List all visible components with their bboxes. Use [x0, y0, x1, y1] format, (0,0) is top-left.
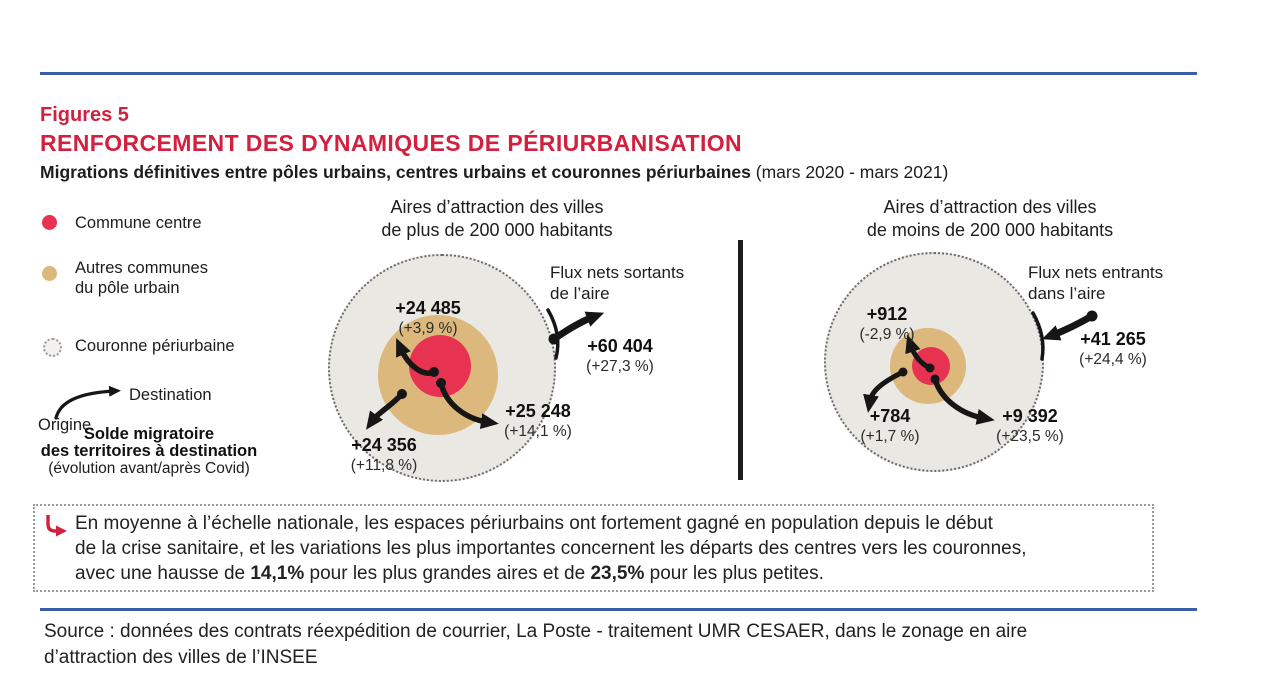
flow-value: +784: [869, 406, 911, 426]
flow-pct: (+27,3 %): [586, 358, 654, 375]
flux-entrant-caption: [1028, 262, 1163, 304]
legend-commune-centre-icon: [42, 215, 57, 230]
flow-arrows-small: [800, 196, 1240, 496]
source-text: [44, 619, 1144, 671]
legend-autres-communes-line1: Autres communes: [75, 259, 208, 277]
flow-value: +9 392: [1002, 406, 1058, 426]
summary-note-text: [75, 511, 1137, 586]
note-line2: de la crise sanitaire, et les variations les plus importantes concernent les départs des centres vers les couronnes,: [75, 538, 1027, 559]
source-line2: d’attraction des villes de l’INSEE: [44, 647, 318, 668]
figure-title: RENFORCEMENT DES DYNAMIQUES DE PÉRIURBANISATION: [40, 130, 743, 156]
top-rule: [40, 72, 1197, 75]
note-line3-part3: pour les plus petites.: [644, 563, 824, 584]
circle-break-mark-small: [1033, 313, 1043, 359]
flow-centre-to-couronne-large: [504, 401, 572, 441]
summary-note-box: [33, 504, 1154, 592]
flow-pct: (-2,9 %): [859, 326, 915, 343]
flow-pole-to-couronne-small: [860, 406, 919, 446]
note-line1: En moyenne à l’échelle nationale, les espaces périurbains ont fortement gagné en population depuis le début: [75, 513, 993, 534]
subtitle-period: (mars 2020 - mars 2021): [750, 162, 949, 182]
flow-pct: (+1,7 %): [860, 428, 920, 445]
note-line3-part2: pour les plus grandes aires et de: [304, 563, 591, 584]
legend-solde-line2: des territoires à destination: [40, 442, 258, 460]
arrow-pole-to-couronne-large: [373, 394, 402, 420]
diagram-large-areas: [320, 196, 740, 496]
flow-value: +41 265: [1080, 329, 1146, 349]
arrow-centre-to-pole-large: [401, 349, 434, 373]
bottom-rule: [40, 608, 1197, 611]
diagram-small-title-line2: de moins de 200 000 habitants: [866, 220, 1114, 240]
legend-solde-block: [26, 426, 272, 478]
diagram-small-areas: [800, 196, 1240, 496]
legend-couronne-label: Couronne périurbaine: [75, 337, 235, 355]
diagram-large-title-line1: Aires d’attraction des villes: [390, 197, 604, 217]
flux-sortant-caption: [550, 262, 684, 304]
flow-value: +25 248: [505, 401, 571, 421]
flux-caption-line2: dans l’aire: [1028, 284, 1106, 303]
note-line3-part1: avec une hausse de: [75, 563, 251, 584]
note-line3: [75, 561, 1137, 586]
flow-pct: (+3,9 %): [398, 320, 458, 337]
legend-solde-line3: (évolution avant/après Covid): [48, 460, 250, 477]
flow-pole-to-couronne-large: [351, 435, 417, 475]
flow-pct: (+11,8 %): [350, 457, 418, 474]
flow-pct: (+14,1 %): [504, 423, 572, 440]
flow-pct: (+23,5 %): [996, 428, 1064, 445]
note-line3-bold2: 23,5%: [590, 563, 645, 584]
flow-value: +60 404: [587, 336, 653, 356]
legend-origine-label: Origine: [38, 416, 92, 434]
legend-autres-communes-icon: [42, 266, 57, 281]
flux-sortant-value: [586, 336, 654, 376]
flow-value: +24 356: [351, 435, 417, 455]
diagram-small-title-line1: Aires d’attraction des villes: [883, 197, 1097, 217]
flux-caption-line2: de l’aire: [550, 284, 610, 303]
flow-centre-to-pole-large: [395, 298, 461, 338]
legend-solde-line1: Solde migratoire: [83, 425, 215, 443]
figure-number: Figures 5: [40, 104, 129, 126]
flux-caption-line1: Flux nets entrants: [1028, 263, 1164, 282]
arrow-centre-to-pole-small: [911, 346, 930, 368]
diagram-large-title-line2: de plus de 200 000 habitants: [381, 220, 613, 240]
legend-autres-communes-line2: du pôle urbain: [75, 279, 180, 297]
flow-centre-to-pole-small: [859, 304, 914, 344]
legend-couronne-icon: [43, 338, 62, 357]
return-arrow-icon: [42, 513, 72, 539]
flow-value: +912: [866, 304, 908, 324]
arrow-pole-to-couronne-small: [870, 372, 903, 401]
source-line1: Source : données des contrats réexpédition de courrier, La Poste - traitement UMR CESAER, dans le zonage en aire: [44, 621, 1028, 642]
diagram-divider: [738, 240, 743, 480]
legend-autres-communes-label: [75, 258, 208, 298]
flux-entrant-value: [1079, 329, 1147, 369]
legend-destination-label: Destination: [129, 386, 212, 404]
arrow-centre-to-couronne-small: [935, 379, 983, 418]
figure-subtitle: [40, 162, 948, 183]
flow-centre-to-couronne-small: [996, 406, 1064, 446]
flow-value: +24 485: [395, 298, 461, 318]
arrow-centre-to-couronne-large: [441, 383, 487, 422]
note-line3-bold1: 14,1%: [250, 563, 305, 584]
legend-commune-centre-label: Commune centre: [75, 214, 202, 232]
flow-pct: (+24,4 %): [1079, 351, 1147, 368]
flux-caption-line1: Flux nets sortants: [550, 263, 685, 282]
subtitle-bold: Migrations définitives entre pôles urbains, centres urbains et couronnes périurbaines: [40, 162, 751, 182]
